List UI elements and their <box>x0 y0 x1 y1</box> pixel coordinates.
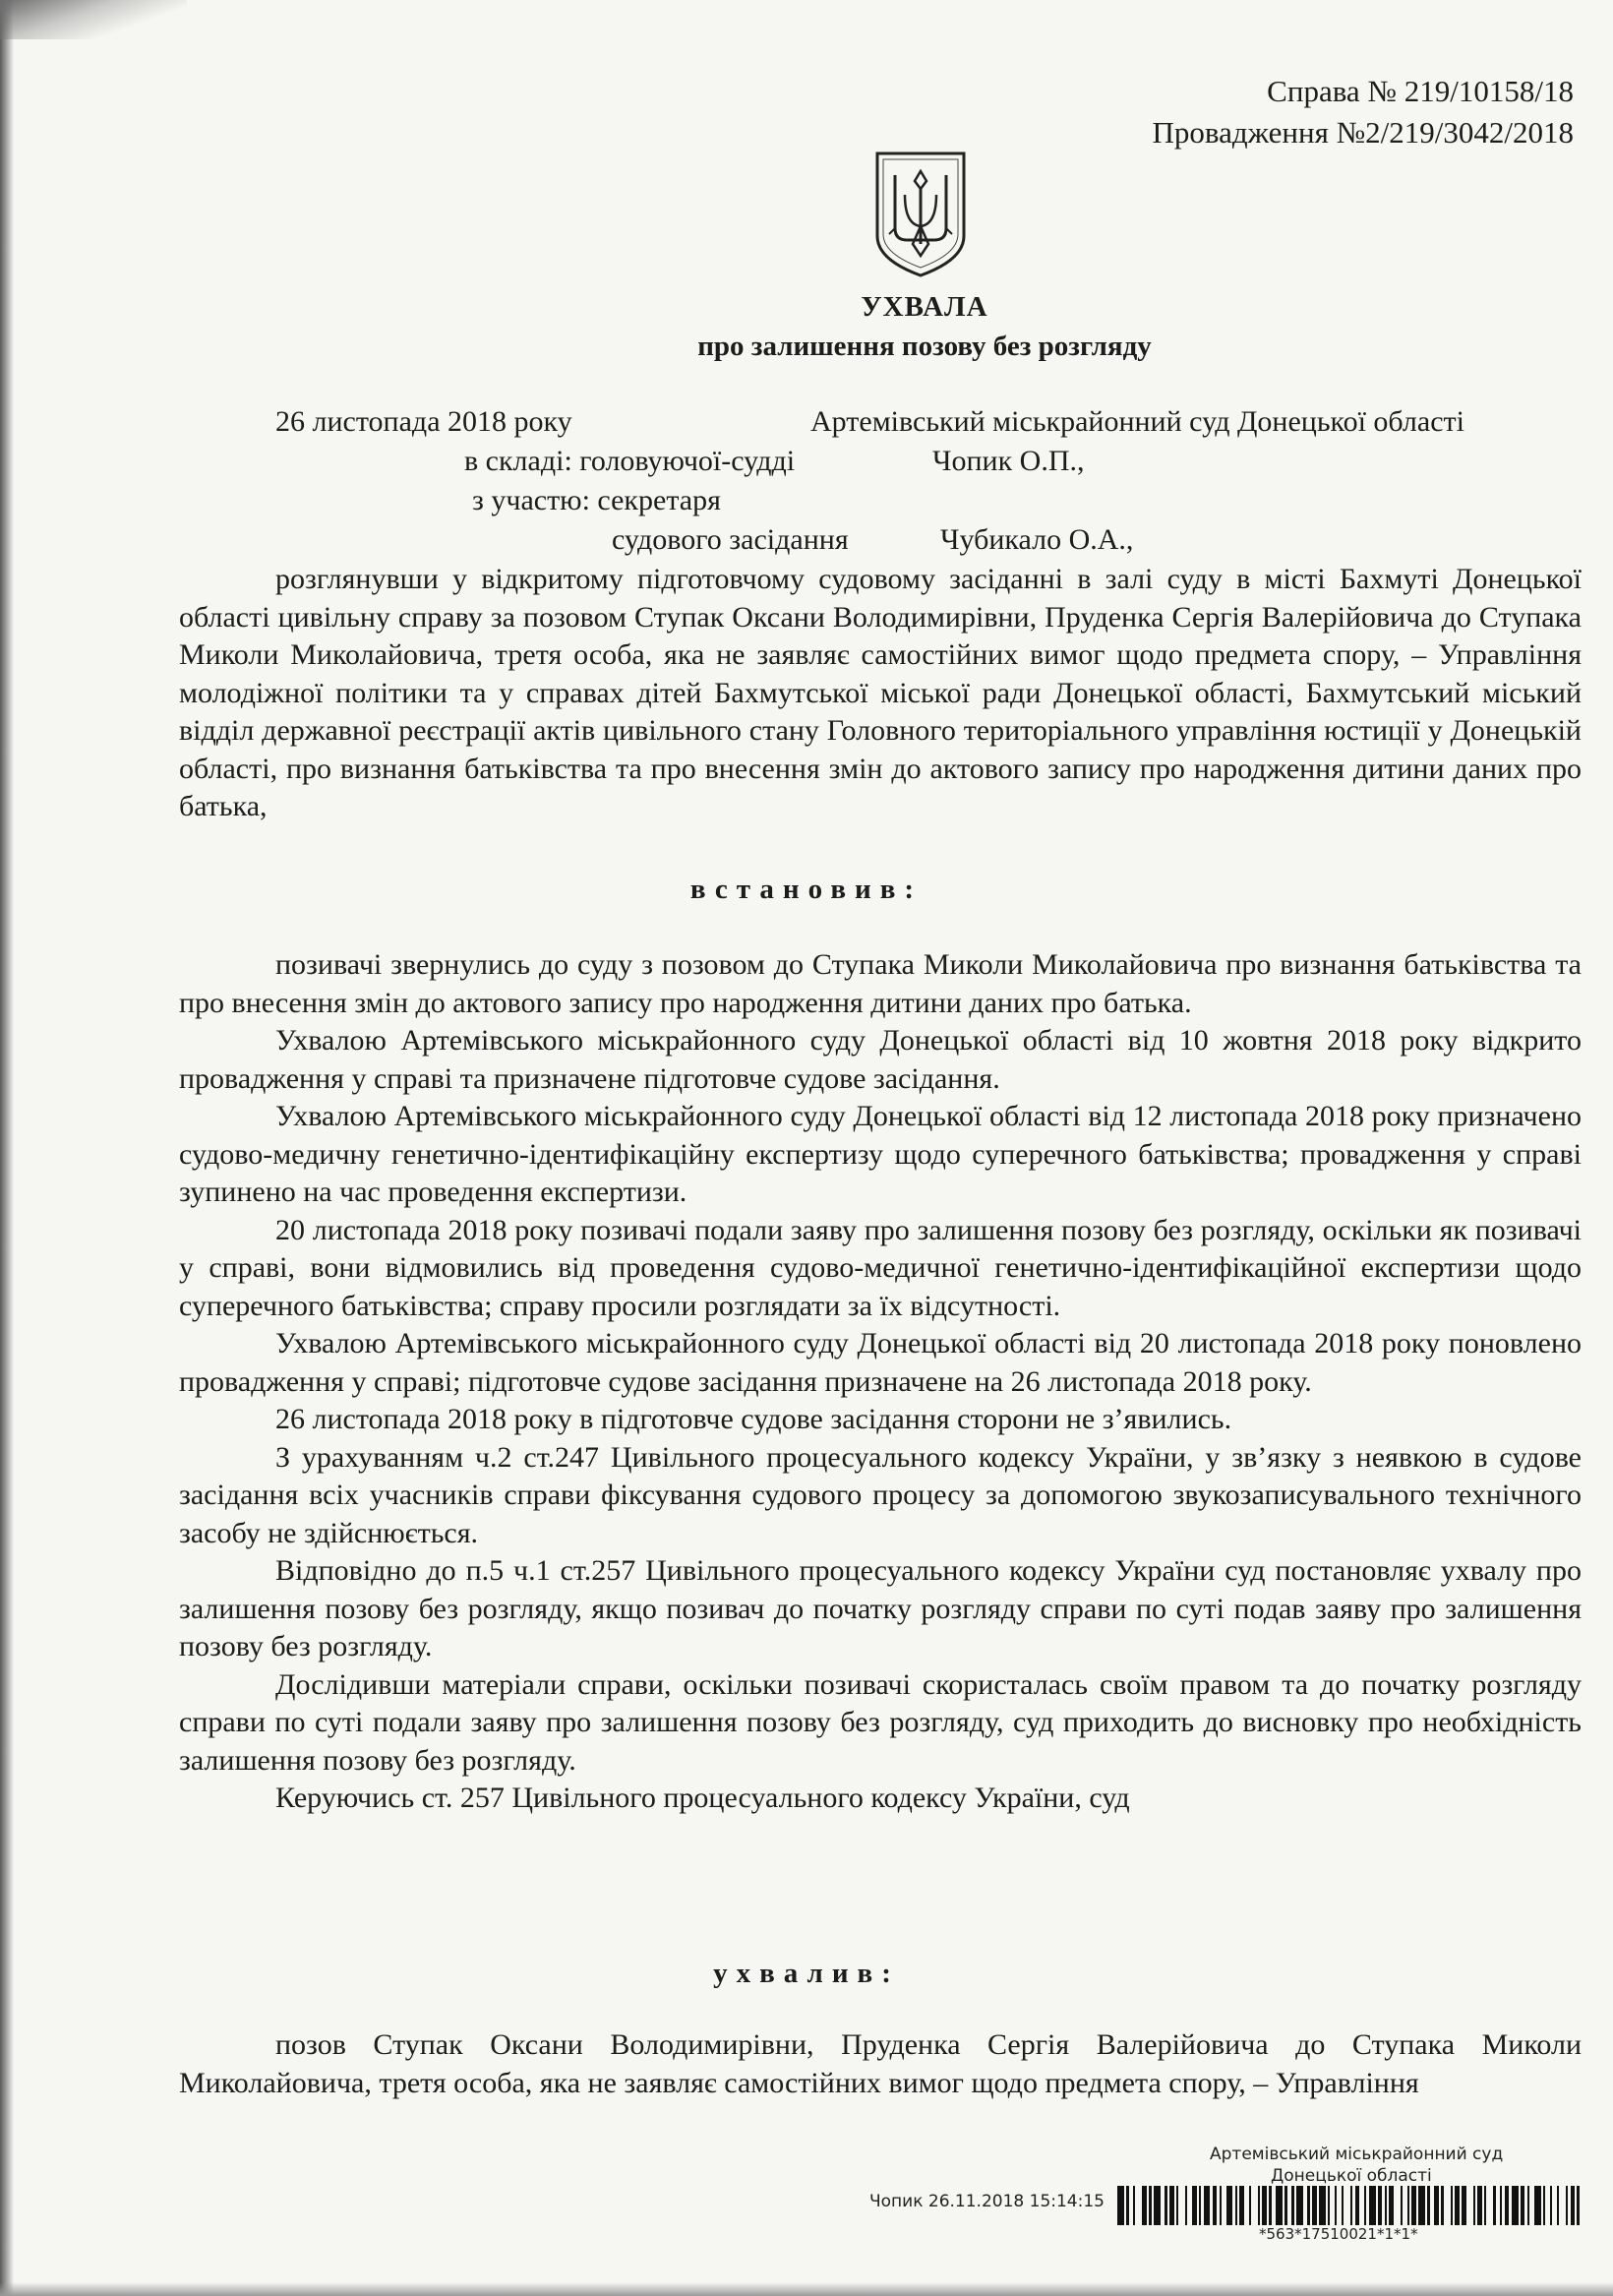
barcode-bar <box>1251 2186 1258 2225</box>
decision-date: 26 листопада 2018 року <box>275 405 572 438</box>
scan-bottom-edge <box>0 2282 1613 2296</box>
judge-name: Чопик О.П., <box>932 445 1085 477</box>
ukraine-trident-emblem-icon <box>871 150 970 279</box>
barcode-bar <box>1344 2186 1350 2225</box>
barcode-bar <box>1486 2186 1493 2225</box>
barcode-bar <box>1444 2186 1451 2225</box>
barcode-bar <box>1580 2186 1586 2225</box>
scan-corner-fold <box>0 0 187 39</box>
document-title: УХВАЛА <box>861 291 988 323</box>
established-paragraph: Відповідно до п.5 ч.1 ст.257 Цивільного процесуального кодексу України суд постановляє ухвалу про залишення позову без розгляду, якщо позивач до початку розгляду справи по суті подав заяву про залишення позову без розгляду. <box>179 1554 1582 1662</box>
established-paragraph: Ухвалою Артемівського міськрайонного суду Донецької області від 12 листопада 2018 року призначено судово-медичну генетично-ідентифікаційну експертизу щодо суперечного батьківства; провадження у справі зупинено на час проведення експертизи. <box>179 1100 1582 1208</box>
section-decided-heading: ухвалив: <box>713 1958 900 1989</box>
established-paragraph: Ухвалою Артемівського міськрайонного суду Донецької області від 20 листопада 2018 року поновлено провадження у справі; підготовче судове засідання призначене на 26 листопада 2018 року. <box>179 1327 1582 1398</box>
barcode-bar <box>1534 2186 1541 2225</box>
barcode-bar <box>1559 2186 1566 2225</box>
barcode-bar <box>1117 2186 1124 2225</box>
barcode-bar <box>1369 2186 1376 2225</box>
intro-paragraph <box>179 561 1582 826</box>
barcode-bar <box>1466 2186 1473 2225</box>
barcode-bar <box>1204 2186 1211 2225</box>
composition-label: в складі: головуючої-судді <box>464 445 796 477</box>
barcode-bar <box>1135 2186 1142 2225</box>
court-name: Артемівський міськрайонний суд Донецької області <box>810 405 1464 438</box>
established-paragraph: позивачі звернулись до суду з позовом до Ступака Миколи Миколайовича про визнання батьківства та про внесення змін до актового запису про народження дитини даних про батька. <box>179 948 1582 1019</box>
stamp-court-line-1: Артемівський міськрайонний суд <box>1210 2145 1504 2164</box>
established-paragraph: З урахуванням ч.2 ст.247 Цивільного процесуального кодексу України, у зв’язку з неявкою в судове засідання всіх учасників справи фіксування судового процесу за допомогою звукозаписувального технічного засобу не здійснюється. <box>179 1440 1582 1549</box>
barcode-bar <box>1319 2186 1326 2225</box>
decision-text: позов Ступак Оксани Володимирівни, Пруденка Сергія Валерійовича до Ступака Миколи Миколайовича, третя особа, яка не заявляє самостійних вимог щодо предмета спору, – Управління <box>179 2028 1582 2099</box>
stamp-court-line-2: Донецької області <box>1271 2166 1432 2186</box>
document-barcode <box>1117 2186 1587 2225</box>
barcode-bar <box>1178 2186 1185 2225</box>
established-paragraph: Дослідивши матеріали справи, оскільки позивачі скористалась своїм правом та до початку розгляду справи по суті подали заяву про залишення позову без розгляду, суд приходить до висновку про необхідність залишення позову без розгляду. <box>179 1667 1582 1777</box>
stamp-signature-info: Чопик 26.11.2018 15:14:15 <box>869 2192 1105 2211</box>
intro-text: розглянувши у відкритому підготовчому судовому засіданні в залі суду в місті Бахмуті Донецької області цивільну справу за позовом Ступак Оксани Володимирівни, Пруденка Сергія Валерійовича до Ступака Миколи Миколайовича, третя особа, яка не заявляє самостійних вимог щодо предмета спору, – Управління молодіжної політики та у справах дітей Бахмутської міської ради Донецької області, Бахмутський міський відділ державної реєстрації актів цивільного стану Головного територіального управління юстиції у Донецькій області, про визнання батьківства та про внесення змін до актового запису про народження дитини даних про батька, <box>179 563 1582 822</box>
secretary-label-1: з участю: секретаря <box>472 484 721 516</box>
case-number: Справа № 219/10158/18 <box>1267 74 1574 108</box>
secretary-label-2: судового засідання <box>612 523 849 556</box>
barcode-bar <box>1512 2186 1519 2225</box>
secretary-name: Чубикало О.А., <box>940 523 1134 556</box>
established-paragraph: Керуючись ст. 257 Цивільного процесуального кодексу України, суд <box>275 1782 1130 1814</box>
barcode-bar <box>1226 2186 1233 2225</box>
barcode-bar <box>1418 2186 1425 2225</box>
barcode-bar <box>1394 2186 1401 2225</box>
barcode-bar <box>1296 2186 1303 2225</box>
established-paragraph: Ухвалою Артемівського міськрайонного суду Донецької області від 10 жовтня 2018 року відкрито провадження у справі та призначене підготовче судове засідання. <box>179 1024 1582 1095</box>
proceeding-number: Провадження №2/219/3042/2018 <box>1152 115 1574 150</box>
barcode-text: *563*17510021*1*1* <box>1259 2225 1418 2243</box>
established-paragraphs <box>179 946 1582 1818</box>
document-subtitle: про залишення позову без розгляду <box>697 331 1152 362</box>
decision-paragraph <box>179 2026 1582 2102</box>
case-reference <box>1152 71 1574 153</box>
barcode-bar <box>1276 2186 1283 2225</box>
barcode-bar <box>1154 2186 1161 2225</box>
section-established-heading: встановив: <box>689 874 924 905</box>
established-paragraph: 26 листопада 2018 року в підготовче судове засідання сторони не з’явились. <box>275 1403 1232 1435</box>
established-paragraph: 20 листопада 2018 року позивачі подали заяву про залишення позову без розгляду, оскільки як позивачі у справі, вони відмовились від проведення судово-медичної генетично-ідентифікаційної експертизи щодо суперечного батьківства; справу просили розглядати за їх відсутності. <box>179 1213 1582 1322</box>
